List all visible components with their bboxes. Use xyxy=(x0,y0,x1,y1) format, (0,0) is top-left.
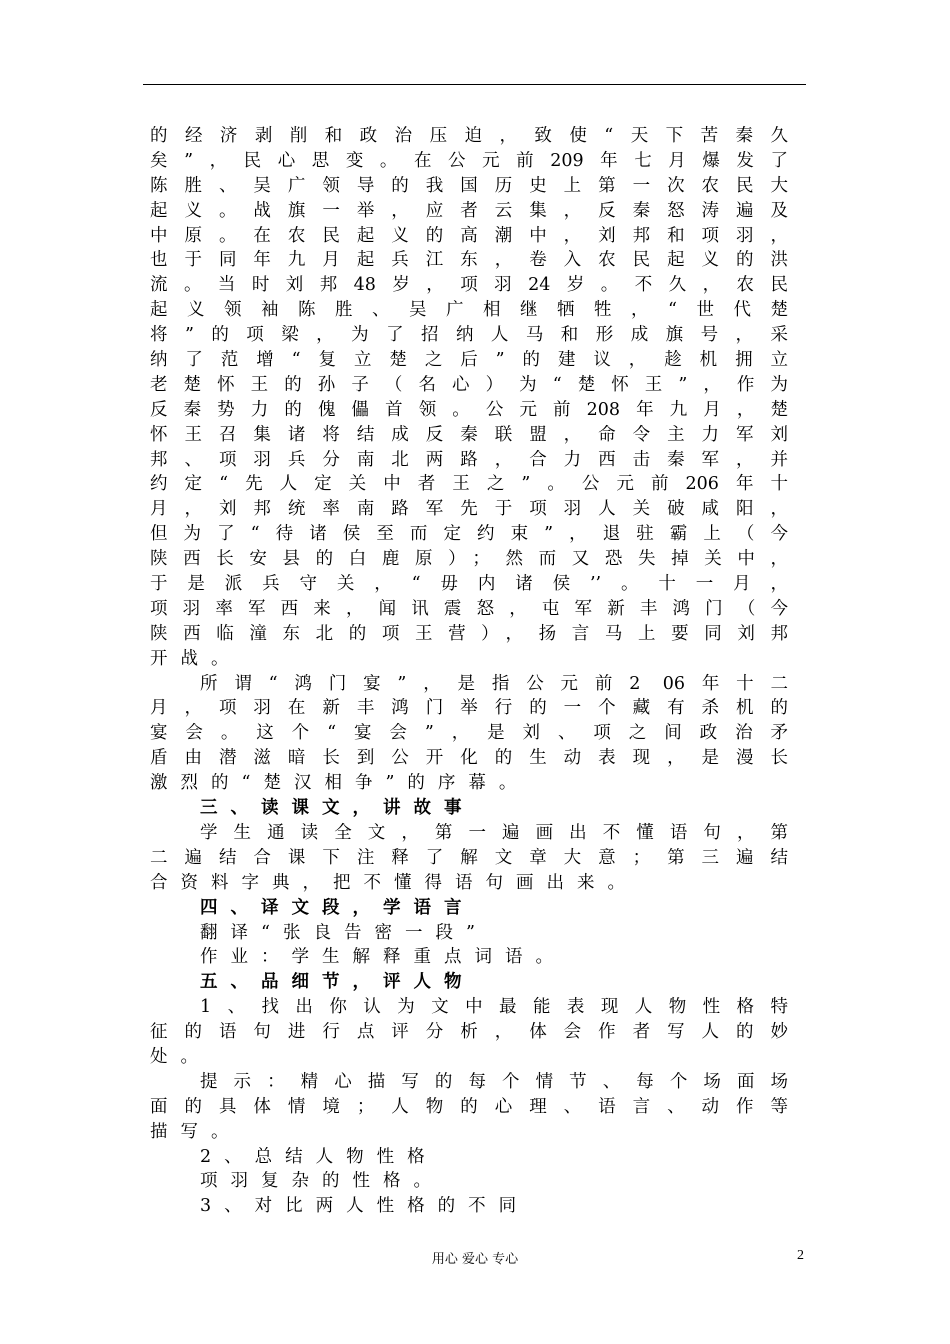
text-line: 陕西临潼东北的项王营），扬言马上要同刘邦 xyxy=(150,623,788,644)
text-line: 怀王召集诸将结成反秦联盟，命令主力军刘 xyxy=(150,424,788,445)
text-line: 2、总结人物性格 xyxy=(200,1146,438,1167)
text-line: 流。当时刘邦48岁，项羽24岁。不久，农民 xyxy=(150,275,788,296)
text-line: 1、找出你认为文中最能表现人物性格特 xyxy=(200,997,788,1018)
text-line: 也于同年九月起兵江东，卷入农民起义的洪 xyxy=(150,250,788,271)
text-line: 将”的项梁，为了招纳人马和形成旗号，采 xyxy=(150,325,788,346)
header-rule xyxy=(143,84,806,85)
text-line: 起义。战旗一举，应者云集，反秦怒涛遍及 xyxy=(150,200,788,221)
text-line: 激烈的“楚汉相争”的序幕。 xyxy=(150,773,530,794)
text-line: 老楚怀王的孙子（名心）为“楚怀王”，作为 xyxy=(150,374,788,395)
text-line: 但为了“待诸侯至而定约束”，退驻霸上（今 xyxy=(150,524,788,545)
text-line: 二遍结合课下注释了解文章大意；第三遍结 xyxy=(150,847,788,868)
section-heading: 三、读课文，讲故事 xyxy=(200,798,475,819)
text-line: 所谓“鸿门宴”，是指公元前2 06年十二 xyxy=(200,673,788,694)
text-line: 项羽复杂的性格。 xyxy=(200,1171,444,1192)
text-line: 月，项羽在新丰鸿门举行的一个藏有杀机的 xyxy=(150,698,788,719)
text-line: 矣”，民心思变。在公元前209年七月爆发了 xyxy=(150,150,788,171)
text-line: 起义领袖陈胜、吴广相继牺牲，“世代楚 xyxy=(150,300,788,321)
section-heading: 四、译文段，学语言 xyxy=(200,897,475,918)
text-line: 约定“先人定关中者王之”。公元前206年十 xyxy=(150,474,788,495)
text-line: 宴会。这个“宴会”，是刘、项之间政治矛 xyxy=(150,723,788,744)
text-line: 陈胜、吴广领导的我国历史上第一次农民大 xyxy=(150,175,788,196)
text-line: 学生通读全文，第一遍画出不懂语句，第 xyxy=(200,822,788,843)
text-line: 翻译“张良告密一段” xyxy=(200,922,488,943)
text-line: 处。 xyxy=(150,1046,211,1067)
text-line: 陕西长安县的白鹿原）；然而又恐失掉关中， xyxy=(150,549,788,570)
text-line: 征的语句进行点评分析，体会作者写人的妙 xyxy=(150,1022,788,1043)
section-heading: 五、品细节，评人物 xyxy=(200,972,475,993)
text-line: 开战。 xyxy=(150,648,242,669)
text-line: 提示：精心描写的每个情节、每个场面场 xyxy=(200,1071,788,1092)
text-line: 邦、项羽兵分南北两路，合力西击秦军，并 xyxy=(150,449,788,470)
text-line: 中原。在农民起义的高潮中，刘邦和项羽， xyxy=(150,225,788,246)
footer-slogan: 用心 爱心 专心 xyxy=(431,1252,519,1267)
text-line: 盾由潜滋暗长到公开化的生动表现，是漫长 xyxy=(150,748,788,769)
document-body xyxy=(150,124,788,1219)
text-line: 纳了范增“复立楚之后”的建议，趁机拥立 xyxy=(150,350,788,371)
text-line: 的经济剥削和政治压迫，致使“天下苦秦久 xyxy=(150,126,788,146)
page-number: 2 xyxy=(797,1248,804,1263)
text-line: 描写。 xyxy=(150,1121,242,1142)
text-line: 合资料字典，把不懂得语句画出来。 xyxy=(150,872,638,893)
text-line: 作业：学生解释重点词语。 xyxy=(200,947,566,968)
text-line: 项羽率军西来，闻讯震怒，屯军新丰鸿门（今 xyxy=(150,598,788,619)
text-line: 月，刘邦统率南路军先于项羽人关破咸阳， xyxy=(150,499,788,520)
text-line: 于是派兵守关，“毋内诸侯’’。十一月， xyxy=(150,574,788,595)
text-line: 面的具体情境；人物的心理、语言、动作等 xyxy=(150,1096,788,1117)
text-line: 反秦势力的傀儡首领。公元前208年九月，楚 xyxy=(150,399,788,420)
text-line: 3、对比两人性格的不同 xyxy=(200,1196,530,1217)
